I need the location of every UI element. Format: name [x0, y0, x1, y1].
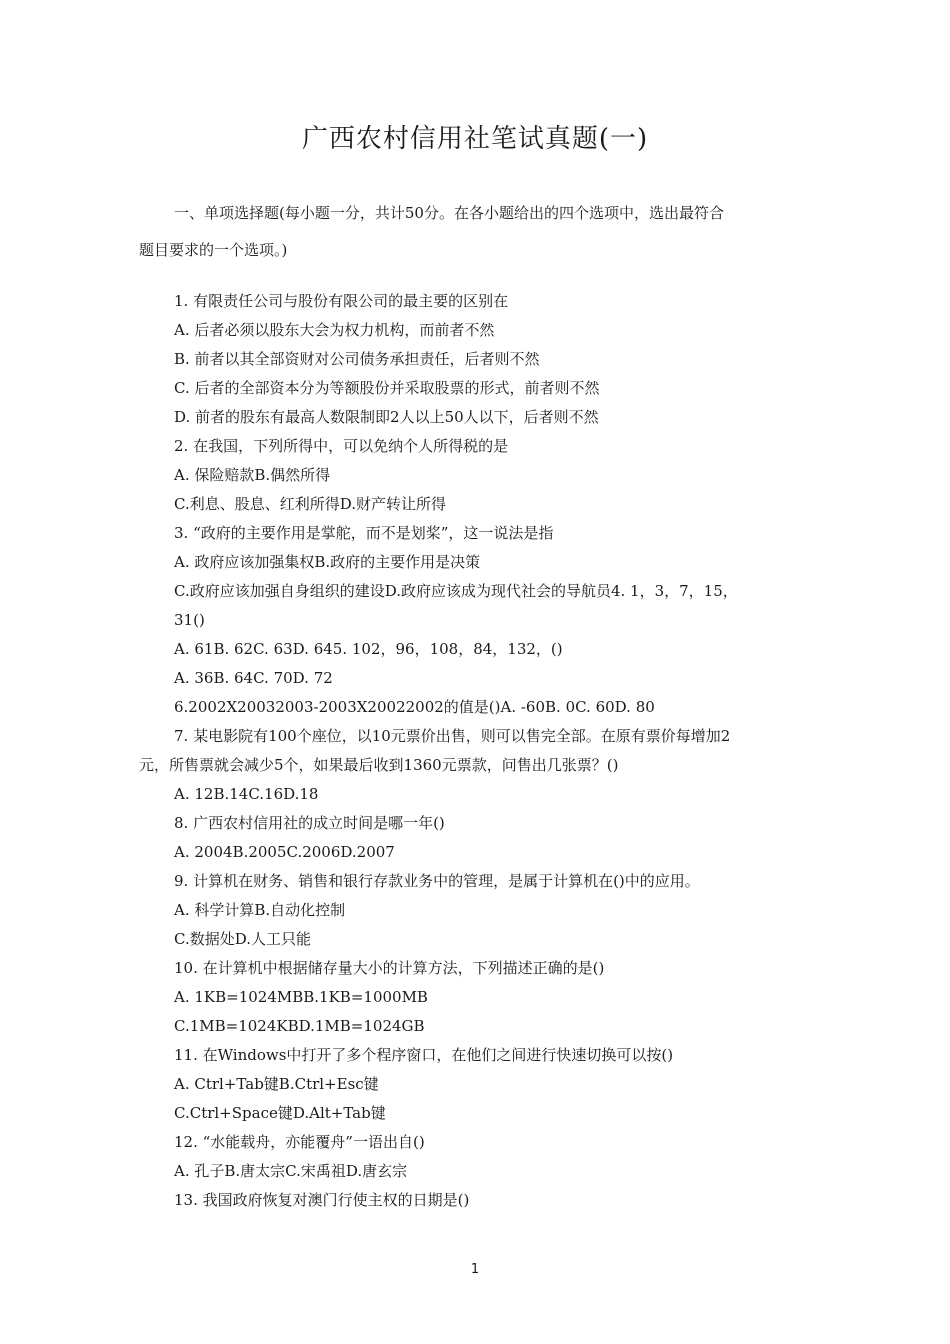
text-line: C.政府应该加强自身组织的建设D.政府应该成为现代社会的导航员4. 1，3，7，15， [174, 582, 738, 600]
text-line: 7. 某电影院有100个座位，以10元票价出售，则可以售完全部。在原有票价每增加2 [174, 727, 731, 745]
text-line: A. 36B. 64C. 70D. 72 [174, 669, 333, 687]
text-line: A. 12B.14C.16D.18 [174, 785, 319, 803]
text-line: 2. 在我国，下列所得中，可以免纳个人所得税的是 [174, 437, 509, 455]
text-line: A. 孔子B.唐太宗C.宋禹祖D.唐玄宗 [174, 1162, 408, 1180]
text-line: 1. 有限责任公司与股份有限公司的最主要的区别在 [174, 292, 509, 310]
text-line: 31() [174, 611, 205, 629]
text-line: A. 保险赔款B.偶然所得 [174, 466, 331, 484]
text-line: 8. 广西农村信用社的成立时间是哪一年() [174, 814, 445, 832]
text-line: A. 科学计算B.自动化控制 [174, 901, 346, 919]
text-line: 13. 我国政府恢复对澳门行使主权的日期是() [174, 1191, 470, 1209]
text-line: A. 1KB=1024MBB.1KB=1000MB [174, 988, 428, 1006]
text-line: 题目要求的一个选项。) [139, 241, 288, 259]
text-line: 6.2002X20032003-2003X20022002的值是()A. -60B. 0C. 60D. 80 [174, 698, 655, 716]
text-line: A. 61B. 62C. 63D. 645. 102，96，108，84，132，() [174, 640, 563, 658]
text-line: B. 前者以其全部资财对公司债务承担责任，后者则不然 [174, 350, 540, 368]
text-line: A. 政府应该加强集权B.政府的主要作用是决策 [174, 553, 481, 571]
text-line: C.数据处D.人工只能 [174, 930, 311, 948]
page-number: 1 [470, 1262, 480, 1277]
text-line: 12. “水能载舟，亦能覆舟”一语出自() [174, 1133, 425, 1151]
document-title: 广西农村信用社笔试真题(一) [301, 124, 649, 154]
text-line: C. 后者的全部资本分为等额股份并采取股票的形式，前者则不然 [174, 379, 600, 397]
text-line: 9. 计算机在财务、销售和银行存款业务中的管理，是属于计算机在()中的应用。 [174, 872, 700, 890]
text-line: 3. “政府的主要作用是掌舵，而不是划桨”，这一说法是指 [174, 524, 554, 542]
text-line: 一、单项选择题(每小题一分，共计50分。在各小题给出的四个选项中，选出最符合 [174, 204, 724, 222]
text-line: 元，所售票就会减少5个，如果最后收到1360元票款，问售出几张票？() [139, 756, 619, 774]
text-line: C.1MB=1024KBD.1MB=1024GB [174, 1017, 425, 1035]
text-line: A. Ctrl+Tab键B.Ctrl+Esc键 [174, 1075, 379, 1093]
text-line: 11. 在Windows中打开了多个程序窗口，在他们之间进行快速切换可以按() [174, 1046, 674, 1064]
text-line: C.Ctrl+Space键D.Alt+Tab键 [174, 1104, 386, 1122]
text-line: 10. 在计算机中根据储存量大小的计算方法，下列描述正确的是() [174, 959, 605, 977]
text-line: A. 后者必须以股东大会为权力机构，而前者不然 [174, 321, 495, 339]
text-line: D. 前者的股东有最高人数限制即2人以上50人以下，后者则不然 [174, 408, 599, 426]
text-line: C.利息、股息、红利所得D.财产转让所得 [174, 495, 446, 513]
text-line: A. 2004B.2005C.2006D.2007 [174, 843, 395, 861]
